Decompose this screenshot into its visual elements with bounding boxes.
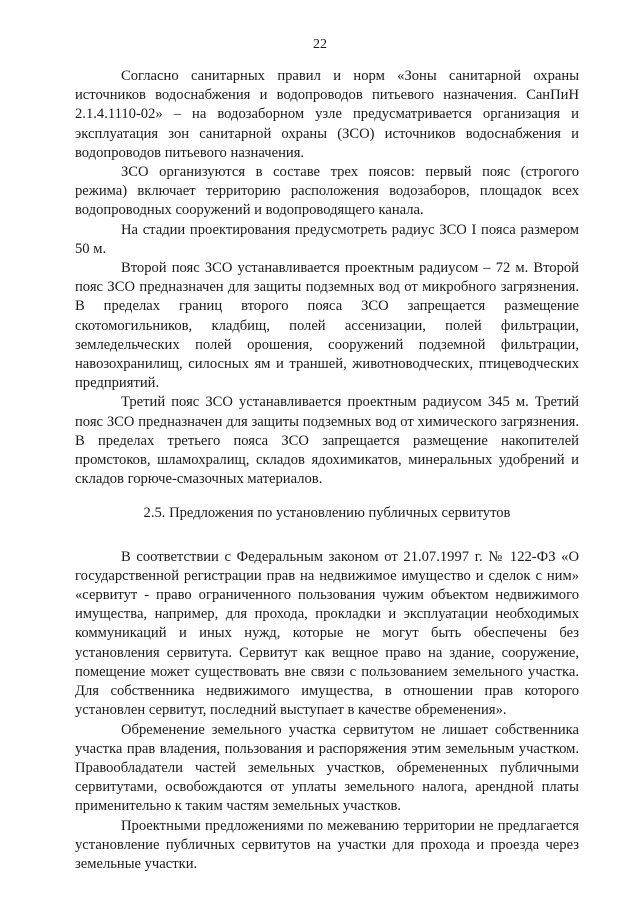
paragraph-zso-belt-3: Третий пояс ЗСО устанавливается проектным радиусом 345 м. Третий пояс ЗСО предназначен для защиты подземных вод от химического загрязнения. В пределах третьего пояса ЗСО запрещается размещение накопителей промстоков, шламохралищ, складов ядохимикатов, минеральных удобрений и складов горюче-смазочных материалов. bbox=[75, 394, 579, 488]
paragraph-federal-law: В соответствии с Федеральным законом от 21.07.1997 г. № 122-ФЗ «О государственной регистрации прав на недвижимое имущество и сделок с ним» «сервитут - право ограниченного пользования чужим объектом недвижимого имущества, например, для прохода, прокладки и эксплуатации необходимых коммуникаций и иных нужд, которые не могут быть обеспечены без установления сервитута. Сервитут как вещное право на здание, сооружение, помещение может существовать вне связи с пользованием земельного участка. Для собственника недвижимого имущества, в отношении прав которого установлен сервитут, последний выступает в качестве обременения». bbox=[75, 548, 579, 719]
paragraph-sanpin: Согласно санитарных правил и норм «Зоны санитарной охраны источников водоснабжения и водопроводов питьевого назначения. СанПиН 2.1.4.1110-02» – на водозаборном узле предусматривается организация и эксплуатация зон санитарной охраны (ЗСО) источников водоснабжения и водопроводов питьевого назначения. bbox=[75, 68, 579, 161]
page-number: 22 bbox=[313, 37, 327, 52]
paragraph-zso-radius-1: На стадии проектирования предусмотреть радиус ЗСО I пояса размером 50 м. bbox=[75, 221, 579, 257]
paragraph-proposals: Проектными предложениями по межеванию территории не предлагается установление публичных сервитутов на участки для прохода и проезда через земельные участки. bbox=[75, 817, 579, 872]
section-heading: 2.5. Предложения по установлению публичных сервитутов bbox=[143, 505, 511, 522]
paragraph-zso-belts: ЗСО организуются в составе трех поясов: первый пояс (строгого режима) включает территорию расположения водозаборов, площадок всех водопроводных сооружений и водопроводящего канала. bbox=[75, 164, 579, 219]
paragraph-encumbrance: Обременение земельного участка сервитутом не лишает собственника участка прав владения, пользования и распоряжения этим земельным участком. Правообладатели частей земельных участков, обремененных публичными сервитутами, освобождаются от уплаты земельного налога, арендной платы применительно к таким частям земельных участков. bbox=[75, 721, 579, 815]
paragraph-zso-belt-2: Второй пояс ЗСО устанавливается проектным радиусом – 72 м. Второй пояс ЗСО предназначен для защиты подземных вод от микробного загрязнения. В пределах границ второго пояса ЗСО запрещается размещение скотомогильников, кладбищ, полей ассенизации, полей фильтрации, земледельческих полей орошения, сооружений подземной фильтрации, навозохранилищ, силосных ям и траншей, животноводческих, птицеводческих предприятий. bbox=[75, 260, 579, 392]
document-body bbox=[75, 67, 579, 874]
